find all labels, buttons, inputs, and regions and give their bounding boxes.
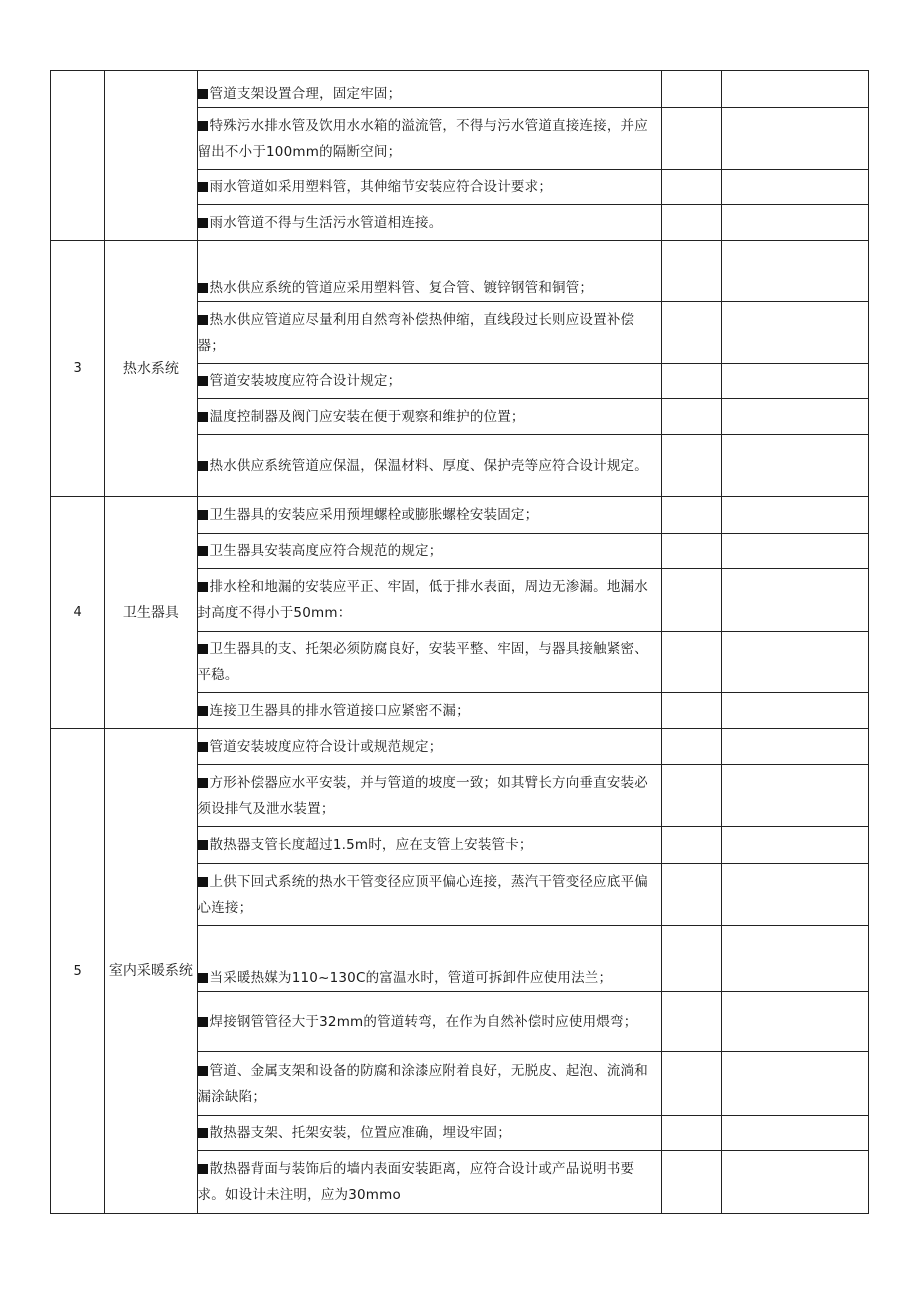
requirement-cell: 散热器支管长度超过1.5m时，应在支管上安装管卡； <box>197 827 662 864</box>
remark-cell <box>722 364 869 399</box>
remark-cell <box>722 632 869 693</box>
remark-cell <box>722 765 869 827</box>
square-bullet-icon <box>198 315 208 325</box>
item-name-cell: 卫生器具 <box>105 497 197 729</box>
square-bullet-icon <box>198 973 208 983</box>
square-bullet-icon <box>198 218 208 228</box>
check-result-cell <box>662 1151 722 1214</box>
item-number-cell <box>51 71 105 241</box>
square-bullet-icon <box>198 182 208 192</box>
item-number-cell: 3 <box>51 241 105 497</box>
requirement-cell: 散热器背面与装饰后的墙内表面安装距离，应符合设计或产品说明书要求。如设计未注明，应为30mmo <box>197 1151 662 1214</box>
remark-cell <box>722 205 869 241</box>
check-result-cell <box>662 302 722 364</box>
check-result-cell <box>662 765 722 827</box>
requirement-cell: 卫生器具的支、托架必须防腐良好，安装平整、牢固，与器具接触紧密、平稳。 <box>197 632 662 693</box>
check-result-cell <box>662 693 722 729</box>
square-bullet-icon <box>198 1017 208 1027</box>
check-result-cell <box>662 435 722 497</box>
remark-cell <box>722 71 869 108</box>
remark-cell <box>722 992 869 1052</box>
square-bullet-icon <box>198 778 208 788</box>
check-result-cell <box>662 108 722 170</box>
requirement-cell: 雨水管道如采用塑料管，其伸缩节安装应符合设计要求； <box>197 170 662 205</box>
requirement-cell: 热水供应系统管道应保温，保温材料、厚度、保护壳等应符合设计规定。 <box>197 435 662 497</box>
remark-cell <box>722 497 869 534</box>
remark-cell <box>722 534 869 569</box>
square-bullet-icon <box>198 376 208 386</box>
table-row <box>51 497 869 534</box>
remark-cell <box>722 693 869 729</box>
square-bullet-icon <box>198 1128 208 1138</box>
check-result-cell <box>662 569 722 632</box>
requirement-cell: 排水栓和地漏的安装应平正、牢固，低于排水表面，周边无渗漏。地漏水封高度不得小于50mm： <box>197 569 662 632</box>
square-bullet-icon <box>198 840 208 850</box>
check-result-cell <box>662 632 722 693</box>
requirement-cell: 连接卫生器具的排水管道接口应紧密不漏； <box>197 693 662 729</box>
requirement-cell: 特殊污水排水管及饮用水水箱的溢流管，不得与污水管道直接连接，并应留出不小于100mm的隔断空间； <box>197 108 662 170</box>
check-result-cell <box>662 497 722 534</box>
remark-cell <box>722 170 869 205</box>
square-bullet-icon <box>198 1164 208 1174</box>
check-result-cell <box>662 241 722 302</box>
check-result-cell <box>662 827 722 864</box>
check-result-cell <box>662 534 722 569</box>
remark-cell <box>722 569 869 632</box>
remark-cell <box>722 864 869 926</box>
requirement-cell: 管道、金属支架和设备的防腐和涂漆应附着良好，无脱皮、起泡、流淌和漏涂缺陷； <box>197 1052 662 1116</box>
square-bullet-icon <box>198 706 208 716</box>
remark-cell <box>722 926 869 992</box>
check-result-cell <box>662 1052 722 1116</box>
requirement-cell: 当采暖热媒为110~130C的富温水时，管道可拆卸件应使用法兰； <box>197 926 662 992</box>
remark-cell <box>722 1116 869 1151</box>
requirement-cell: 卫生器具的安装应采用预埋螺栓或膨胀螺栓安装固定； <box>197 497 662 534</box>
item-name-cell: 室内采暖系统 <box>105 729 197 1214</box>
square-bullet-icon <box>198 582 208 592</box>
requirement-cell: 雨水管道不得与生活污水管道相连接。 <box>197 205 662 241</box>
check-result-cell <box>662 926 722 992</box>
check-result-cell <box>662 205 722 241</box>
remark-cell <box>722 108 869 170</box>
remark-cell <box>722 729 869 765</box>
check-result-cell <box>662 864 722 926</box>
requirement-cell: 上供下回式系统的热水干管变径应顶平偏心连接，蒸汽干管变径应底平偏心连接； <box>197 864 662 926</box>
requirement-cell: 管道安装坡度应符合设计规定； <box>197 364 662 399</box>
check-result-cell <box>662 364 722 399</box>
remark-cell <box>722 1052 869 1116</box>
requirement-cell: 管道安装坡度应符合设计或规范规定； <box>197 729 662 765</box>
square-bullet-icon <box>198 742 208 752</box>
check-result-cell <box>662 1116 722 1151</box>
square-bullet-icon <box>198 461 208 471</box>
requirement-cell: 管道支架设置合理，固定牢固； <box>197 71 662 108</box>
table-row <box>51 71 869 108</box>
requirement-cell: 散热器支架、托架安装，位置应准确，埋设牢固； <box>197 1116 662 1151</box>
item-name-cell <box>105 71 197 241</box>
requirement-cell: 热水供应系统的管道应采用塑料管、复合管、镀锌钢管和铜管； <box>197 241 662 302</box>
square-bullet-icon <box>198 877 208 887</box>
square-bullet-icon <box>198 510 208 520</box>
requirement-cell: 焊接钢管管径大于32mm的管道转弯，在作为自然补偿时应使用煨弯； <box>197 992 662 1052</box>
square-bullet-icon <box>198 89 208 99</box>
check-result-cell <box>662 992 722 1052</box>
inspection-table <box>50 70 869 1214</box>
square-bullet-icon <box>198 412 208 422</box>
check-result-cell <box>662 71 722 108</box>
item-number-cell: 4 <box>51 497 105 729</box>
remark-cell <box>722 399 869 435</box>
square-bullet-icon <box>198 121 208 131</box>
square-bullet-icon <box>198 644 208 654</box>
square-bullet-icon <box>198 1066 208 1076</box>
remark-cell <box>722 241 869 302</box>
remark-cell <box>722 435 869 497</box>
table-row <box>51 729 869 765</box>
square-bullet-icon <box>198 546 208 556</box>
remark-cell <box>722 827 869 864</box>
item-number-cell: 5 <box>51 729 105 1214</box>
item-name-cell: 热水系统 <box>105 241 197 497</box>
check-result-cell <box>662 399 722 435</box>
requirement-cell: 卫生器具安装高度应符合规范的规定； <box>197 534 662 569</box>
table-row <box>51 241 869 302</box>
check-result-cell <box>662 729 722 765</box>
requirement-cell: 方形补偿器应水平安装，并与管道的坡度一致；如其臂长方向垂直安装必须设排气及泄水装置； <box>197 765 662 827</box>
requirement-cell: 温度控制器及阀门应安装在便于观察和维护的位置； <box>197 399 662 435</box>
requirement-cell: 热水供应管道应尽量利用自然弯补偿热伸缩，直线段过长则应设置补偿器； <box>197 302 662 364</box>
remark-cell <box>722 1151 869 1214</box>
check-result-cell <box>662 170 722 205</box>
square-bullet-icon <box>198 283 208 293</box>
remark-cell <box>722 302 869 364</box>
